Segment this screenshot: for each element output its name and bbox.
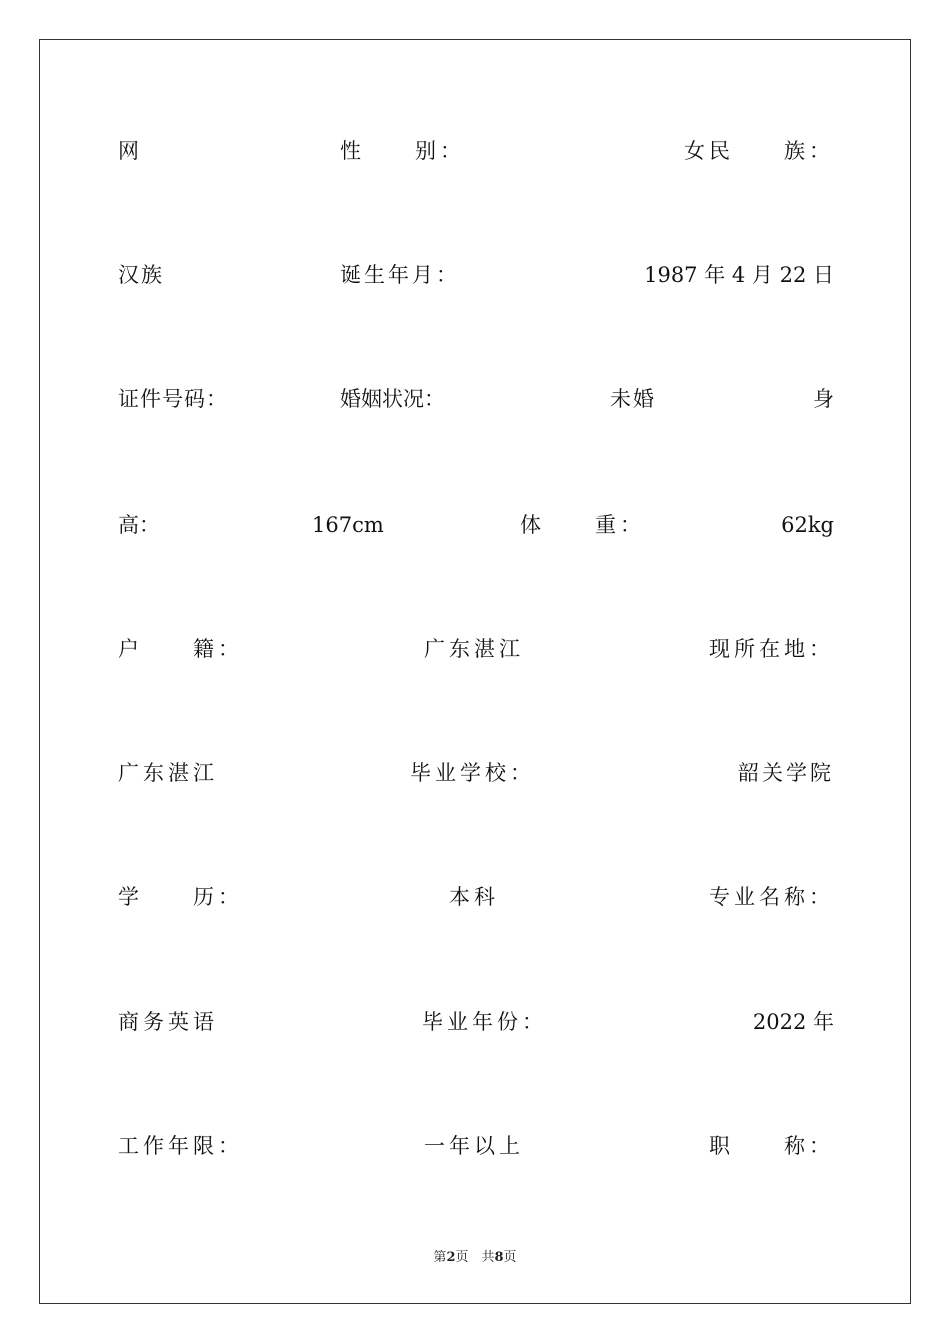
form-row (118, 136, 834, 166)
field-value: 韶关学院 (738, 761, 834, 785)
field-label: 婚姻状况： (340, 387, 445, 411)
field-value: 未婚 (610, 387, 656, 411)
field-label: 诞生年月： (340, 263, 460, 287)
field-text: 身 (813, 387, 834, 411)
form-row (118, 634, 834, 664)
field-label: 性 别： (340, 139, 465, 163)
form-row (118, 384, 834, 414)
field-text: 高： (118, 513, 160, 537)
field-label: 职 称： (709, 1134, 834, 1158)
form-row (118, 1131, 834, 1161)
form-row (118, 758, 834, 788)
field-text: 女民 族： (684, 139, 834, 163)
field-label: 学 历： (118, 885, 243, 909)
field-label: 户 籍： (118, 637, 243, 661)
field-value: 167cm (312, 513, 384, 537)
footer-page-number: 2 (446, 1250, 456, 1265)
field-label: 证件号码： (118, 387, 228, 411)
field-value: 2022 年 (752, 1010, 834, 1034)
field-label: 毕业年份： (422, 1010, 547, 1034)
field-label: 体 重： (520, 513, 645, 537)
footer-mid: 页 共 (455, 1250, 495, 1265)
field-text: 网 (118, 139, 139, 163)
field-label: 工作年限： (118, 1134, 243, 1158)
field-label: 专业名称： (709, 885, 834, 909)
field-value: 商务英语 (118, 1010, 218, 1034)
form-row (118, 882, 834, 912)
field-value: 1987 年 4 月 22 日 (644, 263, 834, 287)
form-row (118, 260, 834, 290)
field-value: 广东湛江 (118, 761, 218, 785)
footer-total-pages: 8 (494, 1250, 504, 1265)
page-footer (0, 1246, 950, 1265)
footer-prefix: 第 (433, 1250, 447, 1265)
page-border (39, 39, 911, 1304)
form-row (118, 510, 834, 540)
field-value: 本科 (449, 885, 499, 909)
footer-suffix: 页 (503, 1250, 517, 1265)
field-value: 62kg (781, 513, 834, 537)
field-value: 一年以上 (424, 1134, 524, 1158)
field-value: 广东湛江 (424, 637, 524, 661)
form-row (118, 1007, 834, 1037)
field-label: 毕业学校： (410, 761, 535, 785)
field-label: 现所在地： (709, 637, 834, 661)
field-value: 汉族 (118, 263, 164, 287)
